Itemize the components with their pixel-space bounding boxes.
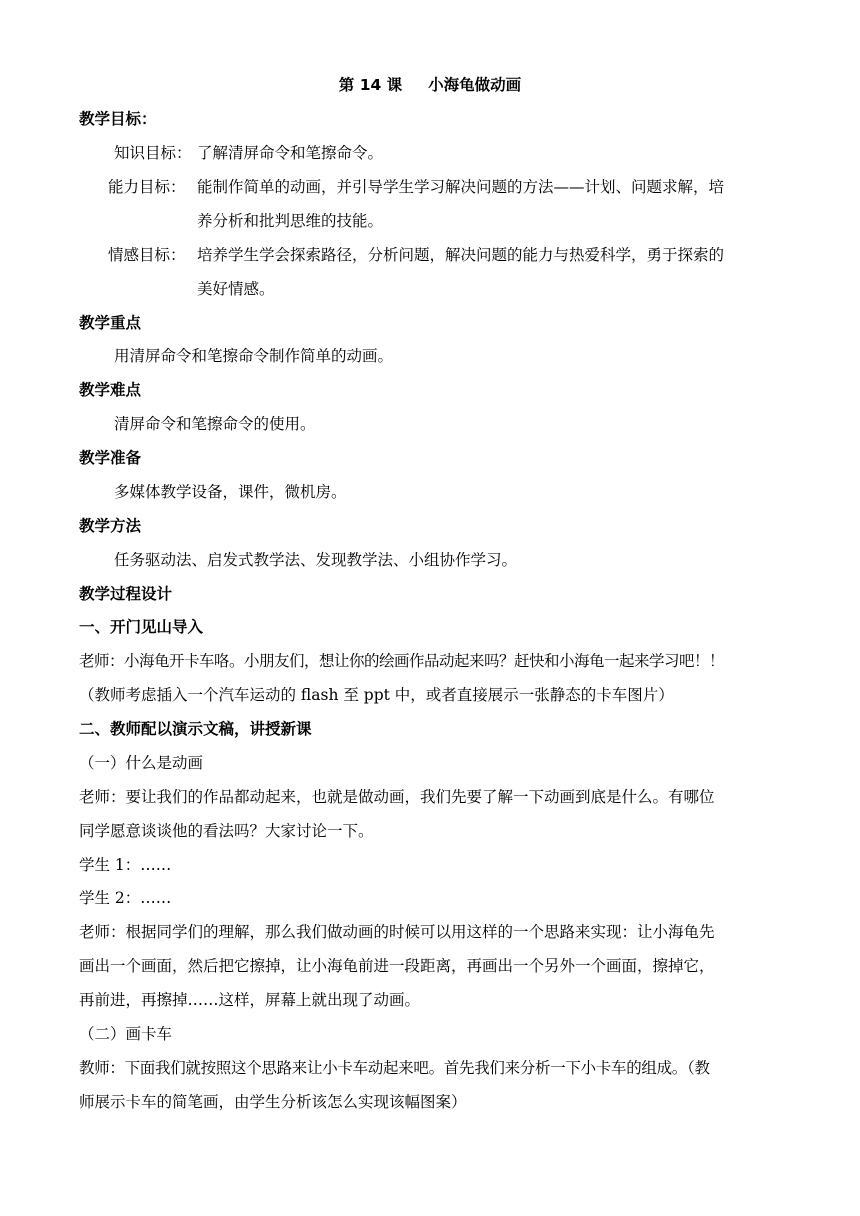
methods-heading: 教学方法 <box>79 517 142 535</box>
knowledge-objective-label: 知识目标： <box>114 144 192 162</box>
ability-objective-label: 能力目标： <box>108 178 186 196</box>
section1-heading: 一、开门见山导入 <box>79 618 204 636</box>
subsection2-teacher-line1: 教师：下面我们就按照这个思路来让小卡车动起来吧。首先我们来分析一下小卡车的组成。（教 <box>79 1059 710 1077</box>
preparation-heading: 教学准备 <box>79 449 142 467</box>
knowledge-objective-text: 了解清屏命令和笔擦命令。 <box>197 144 384 162</box>
difficulties-heading: 教学难点 <box>79 381 142 399</box>
subsection1-teacher2-line2: 画出一个画面，然后把它擦掉，让小海龟前进一段距离，再画出一个另外一个画面，擦掉它， <box>79 957 715 975</box>
subsection1-heading: （一）什么是动画 <box>79 754 204 772</box>
process-heading: 教学过程设计 <box>79 585 173 603</box>
student1-reply: 学生 1：…… <box>79 856 172 874</box>
student2-reply: 学生 2：…… <box>79 889 172 907</box>
lesson-number: 第 14 课 <box>338 76 403 94</box>
difficulties-text: 清屏命令和笔擦命令的使用。 <box>114 415 316 433</box>
ability-objective-line1: 能制作简单的动画，并引导学生学习解决问题的方法——计划、问题求解，培 <box>197 178 725 196</box>
ability-objective-line2: 养分析和批判思维的技能。 <box>197 212 384 230</box>
lesson-name: 小海龟做动画 <box>428 76 522 94</box>
subsection1-teacher-line1: 老师：要让我们的作品都动起来，也就是做动画，我们先要了解一下动画到底是什么。有哪位 <box>79 788 715 806</box>
subsection2-teacher-line2: 师展示卡车的简笔画，由学生分析该怎么实现该幅图案） <box>79 1093 467 1111</box>
subsection1-teacher-line2: 同学愿意谈谈他的看法吗？大家讨论一下。 <box>79 822 374 840</box>
lesson-title <box>0 74 860 96</box>
preparation-text: 多媒体教学设备，课件，微机房。 <box>114 483 347 501</box>
subsection1-teacher2-line1: 老师：根据同学们的理解，那么我们做动画的时候可以用这样的一个思路来实现：让小海龟先 <box>79 923 715 941</box>
section1-teacher-line1: 老师：小海龟开卡车咯。小朋友们，想让你的绘画作品动起来吗？赶快和小海龟一起来学习吧！！ <box>79 652 725 670</box>
emotion-objective-line2: 美好情感。 <box>197 280 275 298</box>
methods-text: 任务驱动法、启发式教学法、发现教学法、小组协作学习。 <box>114 551 518 569</box>
emotion-objective-line1: 培养学生学会探索路径，分析问题，解决问题的能力与热爱科学，勇于探索的 <box>197 246 725 264</box>
objectives-heading: 教学目标： <box>79 110 157 128</box>
section1-note: （教师考虑插入一个汽车运动的 flash 至 ppt 中，或者直接展示一张静态的卡车图片） <box>79 686 674 704</box>
section2-heading: 二、教师配以演示文稿，讲授新课 <box>79 720 312 738</box>
subsection2-heading: （二）画卡车 <box>79 1025 173 1043</box>
emotion-objective-label: 情感目标： <box>108 246 186 264</box>
key-points-text: 用清屏命令和笔擦命令制作简单的动画。 <box>114 347 394 365</box>
key-points-heading: 教学重点 <box>79 314 142 332</box>
subsection1-teacher2-line3: 再前进，再擦掉……这样，屏幕上就出现了动画。 <box>79 991 421 1009</box>
